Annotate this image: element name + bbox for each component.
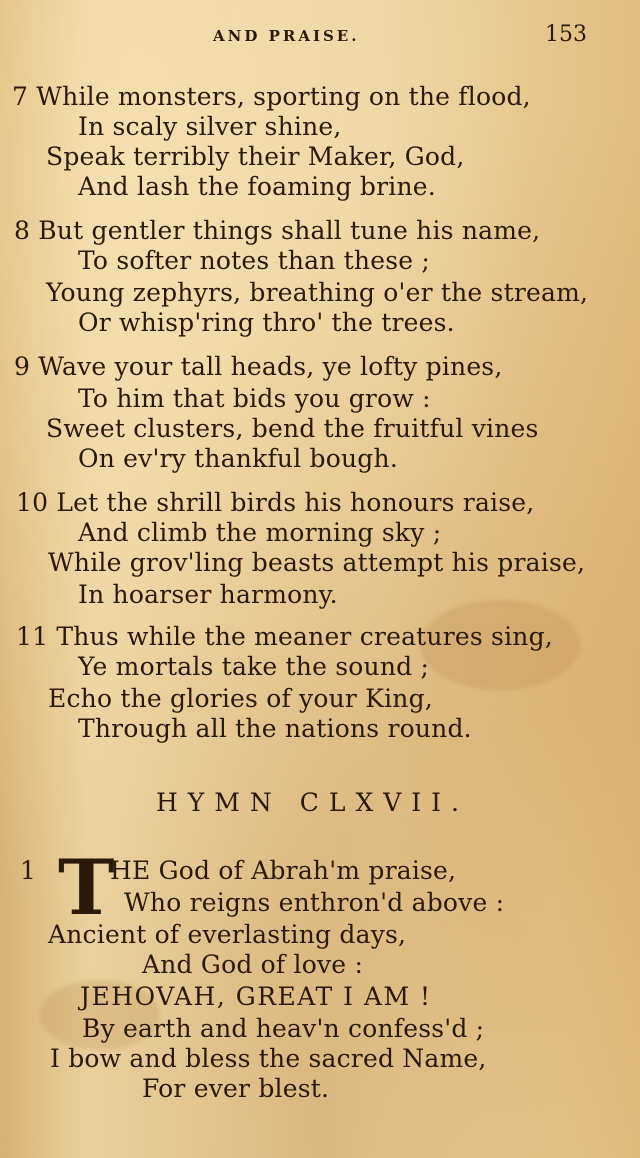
stanza-8-line-3: Young zephyrs, breathing o'er the stream,: [46, 278, 589, 307]
stanza-7-line-3: Speak terribly their Maker, God,: [46, 142, 465, 171]
hymn-line-1: HE God of Abrah'm praise,: [110, 856, 457, 885]
hymn-line-7: I bow and bless the sacred Name,: [50, 1044, 487, 1073]
stanza-8-line-1: 8 But gentler things shall tune his name,: [14, 216, 541, 245]
stanza-11-line-1: 11 Thus while the meaner creatures sing,: [16, 622, 553, 651]
stanza-9-line-3: Sweet clusters, bend the fruitful vines: [46, 414, 539, 443]
drop-cap: T: [58, 843, 115, 932]
hymn-line-4: And God of love :: [142, 950, 364, 979]
hymn-line-3: Ancient of everlasting days,: [48, 920, 407, 949]
stanza-9-line-4: On ev'ry thankful bough.: [78, 444, 398, 473]
stanza-11-line-3: Echo the glories of your King,: [48, 684, 433, 713]
running-head: AND PRAISE.: [213, 27, 360, 45]
stanza-8-line-4: Or whisp'ring thro' the trees.: [78, 308, 455, 337]
hymn-line-5: JEHOVAH, GREAT I AM !: [80, 982, 432, 1011]
stanza-10-line-1: 10 Let the shrill birds his honours raise,: [16, 488, 535, 517]
hymn-line-2: Who reigns enthron'd above :: [124, 888, 505, 917]
hymn-title: HYMN CLXVII.: [156, 788, 470, 817]
stanza-10-line-4: In hoarser harmony.: [78, 580, 338, 609]
hymn-verse-number: 1: [20, 856, 37, 885]
stanza-7-line-2: In scaly silver shine,: [78, 112, 342, 141]
stanza-11-line-4: Through all the nations round.: [78, 714, 472, 743]
stanza-11-line-2: Ye mortals take the sound ;: [78, 652, 430, 681]
stanza-9-line-2: To him that bids you grow :: [78, 384, 431, 413]
stanza-10-line-2: And climb the morning sky ;: [78, 518, 442, 547]
stanza-7-line-1: 7 While monsters, sporting on the flood,: [12, 82, 531, 111]
stanza-7-line-4: And lash the foaming brine.: [78, 172, 436, 201]
page-number: 153: [545, 22, 587, 47]
hymn-line-8: For ever blest.: [142, 1074, 330, 1103]
stanza-10-line-3: While grov'ling beasts attempt his praise,: [48, 548, 586, 577]
hymn-line-6: By earth and heav'n confess'd ;: [82, 1014, 485, 1043]
stanza-8-line-2: To softer notes than these ;: [78, 246, 431, 275]
stanza-9-line-1: 9 Wave your tall heads, ye lofty pines,: [14, 352, 503, 381]
